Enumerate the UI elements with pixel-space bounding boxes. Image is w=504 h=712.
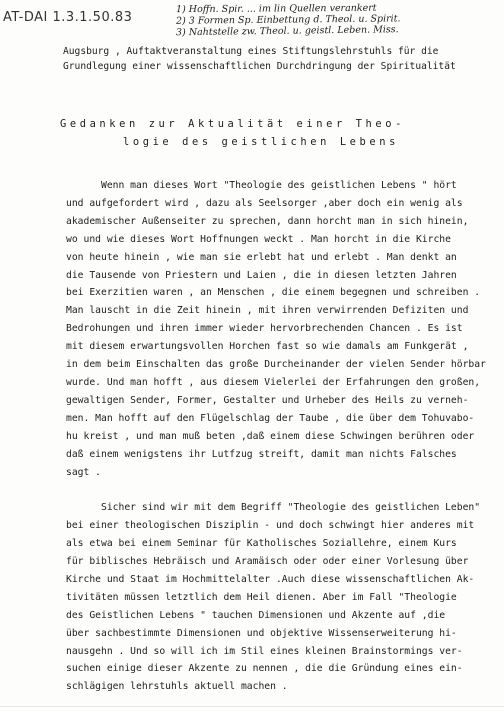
title-line: logie des geistlichen Lebens — [123, 136, 399, 148]
header-line: Augsburg , Auftaktveranstaltung eines Stiftungslehrstuhls für die — [63, 46, 439, 57]
text-line: für biblisches Hebräisch und Aramäisch oder oder einer Vorlesung über — [66, 556, 469, 568]
text-line: bei Exerzitien waren , an Menschen , die einem begegnen und schreiben . — [66, 287, 481, 299]
document-body — [66, 177, 494, 696]
handwritten-notes — [175, 2, 502, 39]
text-line: nausgehn . Und so will ich im Stil eines kleinen Brainstormings ver- — [66, 645, 463, 657]
page-edge — [0, 706, 504, 707]
text-line: suchen einige dieser Akzente zu nennen , die die Gründung eines ein- — [66, 663, 463, 675]
paragraph — [66, 177, 494, 481]
handwritten-note: 1) Hoffn. Spir. ... im lin Quellen verankert — [175, 2, 377, 16]
document-title — [60, 115, 460, 151]
text-line: in dem beim Einschalten das große Durcheinander der vielen Sender hörbar — [66, 359, 486, 371]
text-line: des Geistlichen Lebens " tauchen Dimensionen und Akzente auf ,die — [66, 609, 446, 621]
title-line: Gedanken zur Aktualität einer Theo- — [60, 118, 405, 130]
text-line: Bedrohungen und ihren immer wieder hervorbrechenden Chancen . Es ist — [66, 323, 463, 335]
text-line: Wenn man dieses Wort "Theologie des geistlichen Lebens " hört — [66, 180, 457, 191]
text-line: die Tausende von Priestern und Laien , die in diesen letzten Jahren — [66, 269, 457, 281]
text-line: mit diesem erwartungsvollen Horchen fast so wie damals am Funkgerät , — [66, 341, 469, 353]
text-line: men. Man hofft auf den Flügelschlag der Taube , die über dem Tohuvabo- — [66, 412, 475, 424]
text-line: Man lauscht in die Zeit hinein , mit ihren verwirrenden Defiziten und — [66, 305, 469, 317]
text-line: akademischer Außenseiter zu sprechen, dann horcht man in sich hinein, — [66, 215, 469, 227]
text-line: sagt . — [66, 466, 101, 478]
text-line: Sicher sind wir mit dem Begriff "Theologie des geistlichen Leben" — [66, 502, 481, 514]
text-line: und aufgefordert wird , dazu als Seelsorger ,aber doch ein wenig als — [66, 197, 463, 209]
text-line: hu kreist , und man muß beten ,daß einem diese Schwingen berühren oder — [66, 430, 475, 442]
text-line: als etwa bei einem Seminar für Katholisches Soziallehre, einem Kurs — [66, 538, 457, 550]
text-line: wurde. Und man hofft , aus diesem Vielerlei der Erfahrungen den großen, — [66, 376, 481, 388]
text-line: bei einer theologischen Disziplin - und doch schwingt hier anderes mit — [66, 520, 475, 532]
text-line: von heute hinein , wie man sie erlebt hat und erlebt . Man denkt an — [66, 251, 457, 263]
archive-reference: AT-DAI 1.3.1.50.83 — [3, 10, 133, 25]
text-line: über sachbestimmte Dimensionen und objektive Wissenserweiterung hi- — [66, 627, 457, 639]
document-header — [63, 44, 483, 74]
text-line: Kirche und Staat im Hochmittelalter .Auch diese wissenschaftlichen Ak- — [66, 573, 475, 585]
text-line: daß einem wenigstens ihr Lutfzug streift, damit man nichts Falsches — [66, 448, 457, 460]
handwritten-note: 2) 3 Formen Sp. Einbettung d. Theol. u. Spirit. — [175, 13, 401, 27]
text-line: schlägigen lehrstuhls aktuell machen . — [66, 681, 288, 693]
header-line: Grundlegung einer wissenschaftlichen Durchdringung der Spiritualität — [63, 61, 456, 72]
handwritten-note: 3) Nahtstelle zw. Theol. u. geistl. Leben. Miss. — [175, 24, 399, 39]
text-line: tivitäten müssen letztlich dem Heil dienen. Aber im Fall "Theologie — [66, 591, 457, 603]
paragraph — [66, 499, 494, 696]
text-line: wo und wie dieses Wort Hoffnungen weckt . Man horcht in die Kirche — [66, 233, 451, 245]
text-line: gewaltigen Sender, Former, Gestalter und Urheber des Heils zu verneh- — [66, 394, 469, 406]
